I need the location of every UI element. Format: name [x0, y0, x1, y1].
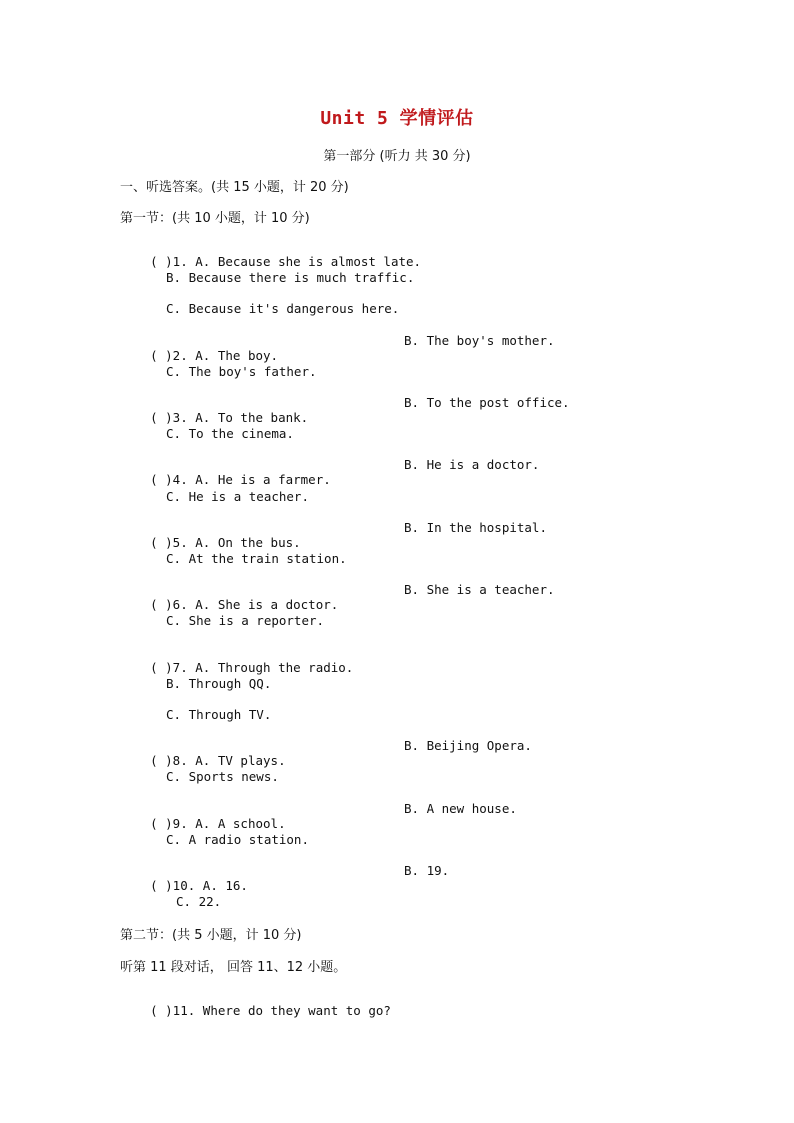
- option-b: B. He is a doctor.: [404, 457, 540, 472]
- option-b: B. The boy's mother.: [404, 333, 555, 348]
- part2-heading: 第二节：(共 5 小题，计 10 分): [120, 928, 302, 943]
- option-b: B. She is a teacher.: [404, 582, 555, 597]
- question-11: [120, 988, 391, 1033]
- option-c: C. He is a teacher.: [166, 489, 309, 504]
- option-a: A. She is a doctor.: [195, 597, 339, 612]
- option-c: C. A radio station.: [166, 832, 309, 847]
- option-b: B. A new house.: [404, 801, 517, 816]
- question-number: ( )2.: [150, 348, 188, 363]
- question-number: ( )1.: [150, 254, 188, 269]
- option-c: C. At the train station.: [166, 551, 347, 566]
- question-number: ( )10.: [150, 878, 196, 893]
- option-c: C. Because it's dangerous here.: [166, 301, 400, 316]
- option-a: A. He is a farmer.: [195, 472, 331, 487]
- question-number: ( )5.: [150, 535, 188, 550]
- option-b: B. Through QQ.: [166, 676, 272, 691]
- question-number: ( )3.: [150, 410, 188, 425]
- option-c: C. Sports news.: [166, 769, 279, 784]
- option-c: C. 22.: [176, 894, 222, 909]
- option-b: B. Beijing Opera.: [404, 738, 532, 753]
- option-c: C. To the cinema.: [166, 426, 294, 441]
- question-number: ( )11.: [150, 1003, 196, 1018]
- option-a: A. To the bank.: [195, 410, 309, 425]
- option-c: C. She is a reporter.: [166, 613, 325, 628]
- part-subtitle: 第一部分 (听力 共 30 分): [323, 149, 471, 164]
- question-number: ( )6.: [150, 597, 188, 612]
- option-b: B. To the post office.: [404, 395, 570, 410]
- question-number: ( )4.: [150, 472, 188, 487]
- option-a: A. Because she is almost late.: [195, 254, 422, 269]
- part1-heading: 第一节：(共 10 小题，计 10 分): [120, 211, 310, 226]
- option-c: C. The boy's father.: [166, 364, 317, 379]
- option-a: A. TV plays.: [195, 753, 286, 768]
- question-number: ( )9.: [150, 816, 188, 831]
- option-b: B. Because there is much traffic.: [166, 270, 415, 285]
- question-number: ( )7.: [150, 660, 188, 675]
- option-a: A. A school.: [195, 816, 286, 831]
- option-c: C. Through TV.: [166, 707, 272, 722]
- option-a: A. Through the radio.: [195, 660, 354, 675]
- page-title: Unit 5 学情评估: [320, 108, 474, 129]
- dialogue-instruction: 听第 11 段对话， 回答 11、12 小题。: [120, 960, 347, 975]
- section-heading: 一、听选答案。(共 15 小题，计 20 分): [120, 180, 349, 195]
- option-a: A. The boy.: [195, 348, 279, 363]
- option-b: B. In the hospital.: [404, 520, 547, 535]
- question-number: ( )8.: [150, 753, 188, 768]
- option-a: A. On the bus.: [195, 535, 301, 550]
- option-a: A. 16.: [202, 878, 248, 893]
- option-b: B. 19.: [404, 863, 450, 878]
- question-text: Where do they want to go?: [202, 1003, 391, 1018]
